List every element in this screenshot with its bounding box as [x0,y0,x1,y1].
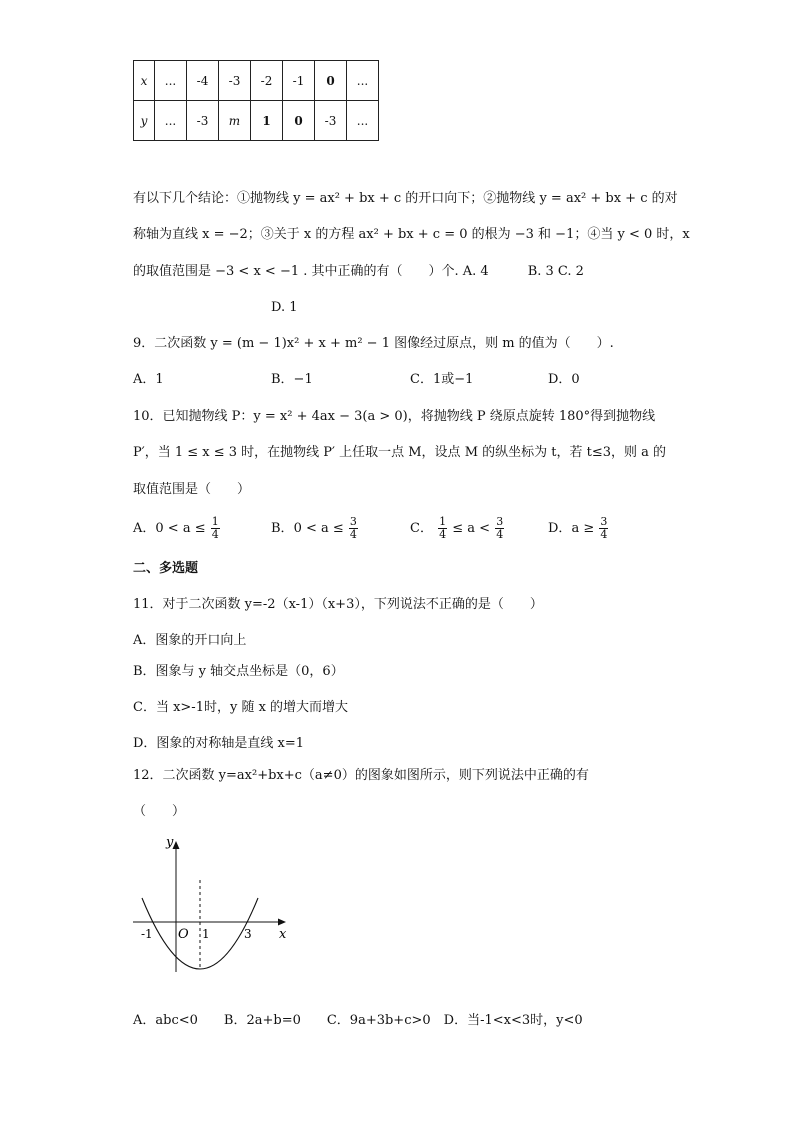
fraction-denominator: 4 [439,528,447,541]
table-cell: -3 [187,101,219,141]
q8-line-3: 的取值范围是 −3 < x < −1 . 其中正确的有（ ）个. A. 4 B. 3 C. 2 [133,264,584,279]
q9-option-d: D．0 [548,372,580,387]
fraction-denominator: 4 [600,528,608,541]
table-cell: ... [347,61,379,101]
q11-option-b: B．图象与 y 轴交点坐标是（0，6） [133,664,344,679]
fraction [349,516,358,541]
fraction-numerator: 1 [439,515,447,528]
fraction [599,516,608,541]
q10-line-3: 取值范围是（ ） [133,482,251,497]
fraction-denominator: 4 [349,528,357,541]
parabola-graph [130,830,295,980]
y-axis-arrow [173,841,180,849]
q8-line-1: 有以下几个结论：①抛物线 y = ax² + bx + c 的开口向下；②抛物线 y = ax² + bx + c 的对 [133,191,678,206]
table-row [134,101,379,141]
x-axis-label: x [279,927,287,942]
option-label: C． [410,521,433,536]
fraction [438,516,447,541]
q8-option-d: D. 1 [271,300,298,315]
q9-stem: 9．二次函数 y = (m − 1)x² + x + m² − 1 图像经过原点，则 m 的值为（ ）. [133,336,614,351]
fraction [211,516,220,541]
q10-option-c [410,516,505,541]
option-expr: 0 < a ≤ [293,521,344,536]
q12-answer-paren: （ ） [133,804,186,819]
option-label: D． [548,521,572,536]
table-cell: 0 [283,101,315,141]
option-label: B． [271,521,294,536]
x-axis-arrow [278,919,286,926]
table-cell: 0 [315,61,347,101]
fraction [495,516,504,541]
q11-stem: 11．对于二次函数 y=-2（x-1）（x+3），下列说法不正确的是（ ） [133,597,543,612]
q9-option-a: A．1 [133,372,164,387]
table-cell: y [134,101,155,141]
q8-line-2: 称轴为直线 x = −2；③关于 x 的方程 ax² + bx + c = 0 的根为 −3 和 −1；④当 y < 0 时，x [133,227,690,242]
q12-options: A．abc<0 B．2a+b=0 C．9a+3b+c>0 D．当-1<x<3时，y<0 [133,1013,583,1028]
q9-option-b: B．−1 [271,372,313,387]
q10-option-a [133,516,221,541]
table-cell: -3 [219,61,251,101]
option-label: A． [133,521,156,536]
q11-option-a: A．图象的开口向上 [133,633,247,648]
option-expr: 0 < a ≤ [155,521,206,536]
section-title: 二、多选题 [133,561,199,576]
fraction-denominator: 4 [496,528,504,541]
option-expr: a ≥ [571,521,595,536]
q10-line-1: 10．已知抛物线 P：y = x² + 4ax − 3(a > 0)，将抛物线 P 绕原点旋转 180°得到抛物线 [133,409,656,424]
fraction-numerator: 3 [349,515,357,528]
value-table [133,60,379,141]
q10-option-d [548,516,609,541]
tick-label: 1 [202,927,210,941]
tick-label: -1 [141,927,153,941]
fraction-numerator: 3 [600,515,608,528]
table-cell: 1 [251,101,283,141]
q11-option-c: C．当 x>-1时，y 随 x 的增大而增大 [133,700,349,715]
q12-stem: 12．二次函数 y=ax²+bx+c（a≠0）的图象如图所示，则下列说法中正确的有 [133,768,589,783]
fraction-numerator: 1 [211,515,219,528]
table-cell: m [219,101,251,141]
table-cell: -4 [187,61,219,101]
q10-option-b [271,516,359,541]
table-cell: ... [155,61,187,101]
q10-line-2: P′，当 1 ≤ x ≤ 3 时，在抛物线 P′ 上任取一点 M，设点 M 的纵坐标为 t，若 t≤3，则 a 的 [133,445,667,460]
fraction-numerator: 3 [496,515,504,528]
table-cell: -2 [251,61,283,101]
fraction-denominator: 4 [211,528,219,541]
table-row [134,61,379,101]
option-expr: ≤ a < [452,521,491,536]
y-axis-label: y [166,835,174,850]
tick-label: 3 [244,927,252,941]
table-cell: ... [155,101,187,141]
table-cell: -1 [283,61,315,101]
origin-label: O [178,927,189,942]
table-cell: x [134,61,155,101]
q11-option-d: D．图象的对称轴是直线 x=1 [133,736,305,751]
table-cell: -3 [315,101,347,141]
table-cell: ... [347,101,379,141]
q9-option-c: C．1或−1 [410,372,474,387]
